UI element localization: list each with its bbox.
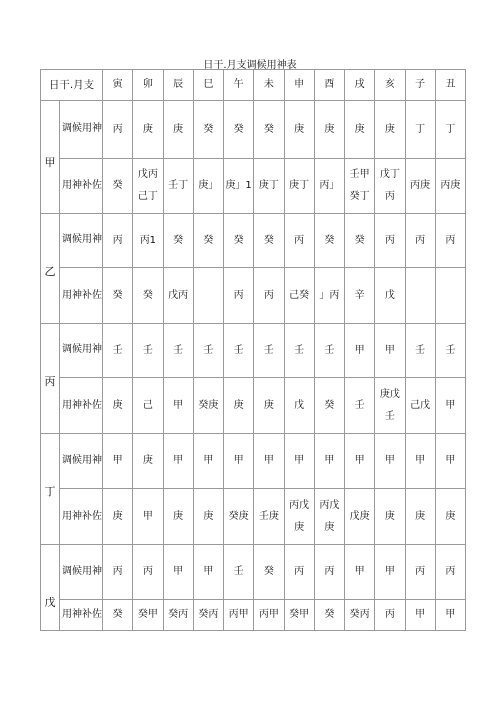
cell-text: 壬 bbox=[173, 344, 184, 356]
cell-value bbox=[193, 101, 223, 159]
cell-value bbox=[254, 101, 284, 159]
cell-value bbox=[405, 101, 435, 159]
cell-text: 壬 bbox=[233, 566, 244, 577]
cell-value bbox=[375, 159, 405, 214]
header-branch: 丑 bbox=[435, 70, 465, 101]
cell-value bbox=[345, 268, 375, 324]
cell-value bbox=[163, 159, 193, 214]
row-label-text: 调候用神 bbox=[59, 324, 102, 378]
cell-text: 丙1 bbox=[139, 234, 157, 246]
stem-label: 丁 bbox=[44, 485, 56, 498]
cell-text: 丙 bbox=[112, 566, 123, 577]
cell-value bbox=[435, 489, 465, 545]
cell-value bbox=[103, 434, 133, 489]
cell-text: 」丙 bbox=[319, 289, 340, 301]
cell-value bbox=[284, 324, 314, 378]
header-branch: 亥 bbox=[375, 70, 405, 101]
cell-value bbox=[193, 489, 223, 545]
cell-text: 甲 bbox=[384, 344, 395, 356]
cell-value bbox=[163, 600, 193, 631]
cell-text: 庚 bbox=[112, 510, 123, 522]
row-label-text: 调候用神 bbox=[59, 101, 102, 159]
cell-text: 甲 bbox=[294, 455, 305, 466]
cell-text: 壬 bbox=[263, 344, 274, 356]
cell-text: 戊庚 bbox=[349, 510, 370, 522]
cell-text: 庚 bbox=[324, 123, 335, 135]
cell-text: 壬 bbox=[415, 344, 426, 356]
header-branch: 午 bbox=[224, 70, 254, 101]
cell-value bbox=[375, 600, 405, 631]
cell-text: 甲 bbox=[445, 399, 456, 411]
cell-value bbox=[284, 214, 314, 268]
cell-value bbox=[163, 489, 193, 545]
cell-text: 丙甲 bbox=[228, 609, 249, 620]
table-row bbox=[41, 159, 466, 214]
cell-value bbox=[435, 101, 465, 159]
cell-value bbox=[345, 324, 375, 378]
cell-value bbox=[254, 434, 284, 489]
cell-text: 丙 bbox=[112, 123, 123, 135]
cell-text: 癸 bbox=[112, 289, 123, 301]
cell-value bbox=[133, 545, 163, 600]
cell-text: 庚 bbox=[203, 510, 214, 522]
cell-value bbox=[375, 434, 405, 489]
cell-value bbox=[254, 378, 284, 434]
cell-value bbox=[435, 600, 465, 631]
cell-text: 癸 bbox=[203, 123, 214, 135]
cell-value bbox=[103, 101, 133, 159]
row-label-main bbox=[41, 101, 103, 169]
cell-value bbox=[375, 101, 405, 159]
cell-text: 癸 bbox=[324, 609, 335, 620]
cell-text: 丙 bbox=[142, 566, 153, 577]
cell-value bbox=[163, 268, 193, 324]
cell-value bbox=[435, 159, 465, 214]
cell-text: 辛 bbox=[354, 289, 365, 301]
cell-text: 丙甲 bbox=[258, 609, 279, 620]
cell-text: 丙 bbox=[324, 566, 335, 577]
cell-text: 癸 bbox=[324, 234, 335, 246]
cell-text: 壬甲癸丁 bbox=[349, 169, 370, 202]
cell-value bbox=[345, 600, 375, 631]
cell-value bbox=[314, 600, 344, 631]
cell-value bbox=[133, 159, 163, 214]
cell-text: 庚 bbox=[142, 123, 153, 135]
cell-text: 甲 bbox=[415, 455, 426, 466]
cell-text: 丙」 bbox=[319, 180, 340, 191]
row-label-main bbox=[41, 545, 103, 609]
cell-value bbox=[345, 101, 375, 159]
cell-value bbox=[405, 268, 435, 324]
cell-value bbox=[133, 434, 163, 489]
cell-value bbox=[103, 159, 133, 214]
cell-text: 癸庚 bbox=[228, 510, 249, 522]
cell-value bbox=[103, 268, 133, 324]
cell-value bbox=[193, 268, 223, 324]
cell-value bbox=[345, 214, 375, 268]
cell-text: 庚」1 bbox=[225, 180, 252, 191]
cell-text: 癸丙 bbox=[168, 609, 189, 620]
cell-text: 壬 bbox=[294, 344, 305, 356]
cell-text: 戊丁丙 bbox=[379, 169, 400, 202]
cell-value bbox=[224, 214, 254, 268]
cell-text: 庚 bbox=[263, 399, 274, 411]
table-row bbox=[41, 600, 466, 631]
cell-text: 壬 bbox=[445, 344, 456, 356]
cell-text: 癸庚 bbox=[198, 399, 219, 411]
cell-value bbox=[314, 214, 344, 268]
cell-value bbox=[193, 324, 223, 378]
cell-value bbox=[314, 434, 344, 489]
cell-text: 甲 bbox=[112, 455, 123, 466]
cell-value bbox=[224, 324, 254, 378]
table-row bbox=[41, 378, 466, 434]
cell-text: 丙庚 bbox=[410, 180, 431, 191]
cell-value bbox=[224, 101, 254, 159]
cell-text: 庚 bbox=[384, 510, 395, 522]
cell-value bbox=[163, 545, 193, 600]
cell-text: 甲 bbox=[173, 399, 184, 411]
cell-value bbox=[224, 489, 254, 545]
cell-value bbox=[345, 159, 375, 214]
cell-text: 庚 bbox=[415, 510, 426, 522]
cell-value bbox=[254, 545, 284, 600]
cell-value bbox=[405, 600, 435, 631]
table-title: 日干.月支调候用神表 bbox=[203, 60, 297, 71]
cell-text: 癸丙 bbox=[198, 609, 219, 620]
cell-text: 甲 bbox=[354, 566, 365, 577]
cell-text: 庚 bbox=[233, 399, 244, 411]
header-branch: 辰 bbox=[163, 70, 193, 101]
row-label-text: 用神补佐 bbox=[59, 600, 102, 630]
cell-value bbox=[405, 545, 435, 600]
cell-text: 癸 bbox=[263, 234, 274, 246]
cell-text: 癸 bbox=[112, 609, 123, 620]
tiaohou-table bbox=[40, 69, 466, 631]
cell-text: 丙 bbox=[294, 234, 305, 246]
cell-text: 戊丙 bbox=[168, 289, 189, 301]
cell-value bbox=[435, 545, 465, 600]
cell-text: 癸 bbox=[233, 123, 244, 135]
cell-value bbox=[435, 268, 465, 324]
cell-text: 壬庚 bbox=[258, 510, 279, 522]
cell-value bbox=[284, 545, 314, 600]
cell-value bbox=[314, 489, 344, 545]
cell-value bbox=[314, 324, 344, 378]
cell-value bbox=[284, 600, 314, 631]
cell-text: 癸 bbox=[142, 289, 153, 301]
header-branch: 戌 bbox=[345, 70, 375, 101]
cell-text: 壬 bbox=[142, 344, 153, 356]
cell-value bbox=[345, 489, 375, 545]
cell-text: 癸 bbox=[263, 566, 274, 577]
cell-text: 丁 bbox=[415, 123, 426, 135]
cell-value bbox=[133, 268, 163, 324]
cell-value bbox=[133, 324, 163, 378]
cell-value bbox=[435, 434, 465, 489]
cell-value bbox=[314, 268, 344, 324]
cell-value bbox=[375, 489, 405, 545]
table-row bbox=[41, 489, 466, 545]
cell-value bbox=[284, 101, 314, 159]
cell-value bbox=[375, 324, 405, 378]
cell-value bbox=[103, 214, 133, 268]
cell-value bbox=[133, 489, 163, 545]
cell-text: 甲 bbox=[173, 455, 184, 466]
cell-text: 癸甲 bbox=[289, 609, 310, 620]
cell-text: 庚戊壬 bbox=[379, 388, 400, 422]
cell-text: 癸 bbox=[263, 123, 274, 135]
cell-value bbox=[163, 324, 193, 378]
cell-text: 庚 bbox=[142, 455, 153, 466]
cell-text: 庚 bbox=[173, 123, 184, 135]
cell-value bbox=[193, 378, 223, 434]
row-label-main bbox=[41, 214, 103, 278]
cell-value bbox=[435, 214, 465, 268]
cell-text: 丙 bbox=[384, 609, 395, 620]
cell-text: 戊 bbox=[384, 289, 395, 301]
cell-value bbox=[345, 545, 375, 600]
cell-text: 丙 bbox=[415, 566, 426, 577]
cell-text: 庚」 bbox=[198, 180, 219, 191]
cell-text: 癸丙 bbox=[349, 609, 370, 620]
cell-text: 丙 bbox=[233, 289, 244, 301]
cell-value bbox=[193, 600, 223, 631]
cell-value bbox=[254, 489, 284, 545]
cell-text: 甲 bbox=[445, 609, 456, 620]
cell-value bbox=[224, 434, 254, 489]
row-label-text: 调候用神 bbox=[59, 434, 102, 489]
cell-value bbox=[163, 434, 193, 489]
header-branch: 卯 bbox=[133, 70, 163, 101]
header-corner: 日干.月支 bbox=[41, 70, 103, 101]
cell-text: 癸 bbox=[173, 234, 184, 246]
stem-label: 甲 bbox=[44, 155, 56, 169]
cell-value bbox=[345, 378, 375, 434]
cell-text: 甲 bbox=[415, 609, 426, 620]
cell-text: 甲 bbox=[263, 455, 274, 466]
cell-text: 癸 bbox=[203, 234, 214, 246]
table-row bbox=[41, 434, 466, 489]
cell-text: 庚 bbox=[173, 510, 184, 522]
cell-text: 丁 bbox=[445, 123, 456, 135]
cell-value bbox=[133, 214, 163, 268]
cell-value bbox=[103, 545, 133, 600]
cell-value bbox=[405, 159, 435, 214]
cell-value bbox=[224, 159, 254, 214]
cell-text: 壬 bbox=[354, 399, 365, 411]
stem-label: 乙 bbox=[44, 264, 56, 278]
cell-value bbox=[254, 324, 284, 378]
cell-value bbox=[224, 545, 254, 600]
cell-value bbox=[103, 324, 133, 378]
cell-value bbox=[284, 268, 314, 324]
cell-text: 癸 bbox=[233, 234, 244, 246]
row-label-text: 用神补佐 bbox=[59, 378, 102, 433]
cell-value bbox=[103, 489, 133, 545]
cell-value bbox=[254, 159, 284, 214]
cell-text: 甲 bbox=[354, 455, 365, 466]
cell-text: 甲 bbox=[203, 566, 214, 577]
cell-text: 甲 bbox=[203, 455, 214, 466]
cell-text: 癸甲 bbox=[137, 609, 158, 620]
cell-value bbox=[345, 434, 375, 489]
header-branch: 寅 bbox=[103, 70, 133, 101]
row-label-text: 调候用神 bbox=[59, 545, 102, 600]
cell-text: 壬丁 bbox=[168, 180, 189, 191]
cell-value bbox=[193, 434, 223, 489]
row-label-text: 用神补佐 bbox=[59, 489, 102, 544]
table-row bbox=[41, 101, 466, 159]
cell-value bbox=[405, 434, 435, 489]
cell-value bbox=[405, 489, 435, 545]
table-row bbox=[41, 545, 466, 600]
row-label-main bbox=[41, 434, 103, 498]
cell-text: 己 bbox=[142, 399, 153, 411]
cell-value bbox=[314, 545, 344, 600]
cell-value bbox=[405, 214, 435, 268]
cell-value bbox=[375, 378, 405, 434]
cell-text: 庚 bbox=[384, 123, 395, 135]
cell-value bbox=[375, 545, 405, 600]
table-row bbox=[41, 324, 466, 378]
cell-text: 己癸 bbox=[289, 289, 310, 301]
cell-text: 戊 bbox=[294, 399, 305, 411]
cell-text: 壬 bbox=[203, 344, 214, 356]
cell-text: 甲 bbox=[445, 455, 456, 466]
cell-text: 癸 bbox=[324, 399, 335, 411]
cell-value bbox=[193, 214, 223, 268]
cell-text: 癸 bbox=[112, 180, 123, 191]
cell-value bbox=[314, 101, 344, 159]
cell-value bbox=[375, 268, 405, 324]
cell-value bbox=[133, 600, 163, 631]
cell-text: 庚丁 bbox=[258, 180, 279, 191]
header-branch: 酉 bbox=[314, 70, 344, 101]
cell-text: 甲 bbox=[233, 455, 244, 466]
stem-label: 戊 bbox=[44, 596, 56, 609]
cell-text: 丙 bbox=[445, 234, 456, 246]
table-row bbox=[41, 268, 466, 324]
cell-text: 癸 bbox=[354, 234, 365, 246]
header-row bbox=[41, 70, 466, 101]
cell-value bbox=[375, 214, 405, 268]
cell-value bbox=[103, 378, 133, 434]
cell-text: 甲 bbox=[324, 455, 335, 466]
stem-label: 丙 bbox=[44, 374, 56, 388]
cell-text: 丙 bbox=[415, 234, 426, 246]
cell-value bbox=[163, 378, 193, 434]
header-branch: 未 bbox=[254, 70, 284, 101]
cell-value bbox=[405, 378, 435, 434]
row-label-text: 用神补佐 bbox=[59, 159, 102, 213]
cell-value bbox=[314, 159, 344, 214]
cell-text: 丙戊庚 bbox=[319, 499, 340, 533]
cell-text: 庚丁 bbox=[289, 180, 310, 191]
cell-value bbox=[314, 378, 344, 434]
cell-text: 甲 bbox=[173, 566, 184, 577]
cell-text: 丙 bbox=[294, 566, 305, 577]
cell-text: 庚 bbox=[354, 123, 365, 135]
cell-text: 甲 bbox=[142, 510, 153, 522]
cell-value bbox=[284, 159, 314, 214]
cell-text: 丙庚 bbox=[440, 180, 461, 191]
cell-value bbox=[163, 101, 193, 159]
cell-value bbox=[224, 378, 254, 434]
cell-text: 庚 bbox=[112, 399, 123, 411]
cell-text: 甲 bbox=[354, 344, 365, 356]
cell-value bbox=[435, 324, 465, 378]
cell-value bbox=[193, 159, 223, 214]
cell-value bbox=[163, 214, 193, 268]
cell-value bbox=[224, 600, 254, 631]
table-row bbox=[41, 214, 466, 268]
cell-text: 丙 bbox=[384, 234, 395, 246]
cell-text: 壬 bbox=[233, 344, 244, 356]
cell-text: 壬 bbox=[112, 344, 123, 356]
cell-text: 壬 bbox=[324, 344, 335, 356]
cell-text: 甲 bbox=[384, 566, 395, 577]
cell-value bbox=[133, 101, 163, 159]
header-branch: 巳 bbox=[193, 70, 223, 101]
row-label-text: 用神补佐 bbox=[59, 268, 102, 323]
cell-text: 丙 bbox=[445, 566, 456, 577]
cell-value bbox=[193, 545, 223, 600]
cell-text: 丙 bbox=[112, 234, 123, 246]
cell-text: 戊丙己丁 bbox=[137, 169, 158, 202]
cell-text: 丙戊庚 bbox=[289, 499, 310, 533]
cell-value bbox=[405, 324, 435, 378]
cell-value bbox=[133, 378, 163, 434]
cell-value bbox=[435, 378, 465, 434]
cell-text: 甲 bbox=[384, 455, 395, 466]
cell-text: 己戊 bbox=[410, 399, 431, 411]
row-label-main bbox=[41, 324, 103, 388]
cell-value bbox=[254, 600, 284, 631]
header-branch: 子 bbox=[405, 70, 435, 101]
cell-value bbox=[224, 268, 254, 324]
cell-text: 庚 bbox=[445, 510, 456, 522]
cell-value bbox=[103, 600, 133, 631]
header-branch: 申 bbox=[284, 70, 314, 101]
cell-text: 丙 bbox=[263, 289, 274, 301]
cell-value bbox=[284, 378, 314, 434]
cell-text: 庚 bbox=[294, 123, 305, 135]
cell-value bbox=[284, 489, 314, 545]
cell-value bbox=[284, 434, 314, 489]
cell-value bbox=[254, 214, 284, 268]
cell-value bbox=[254, 268, 284, 324]
row-label-text: 调候用神 bbox=[59, 214, 102, 268]
